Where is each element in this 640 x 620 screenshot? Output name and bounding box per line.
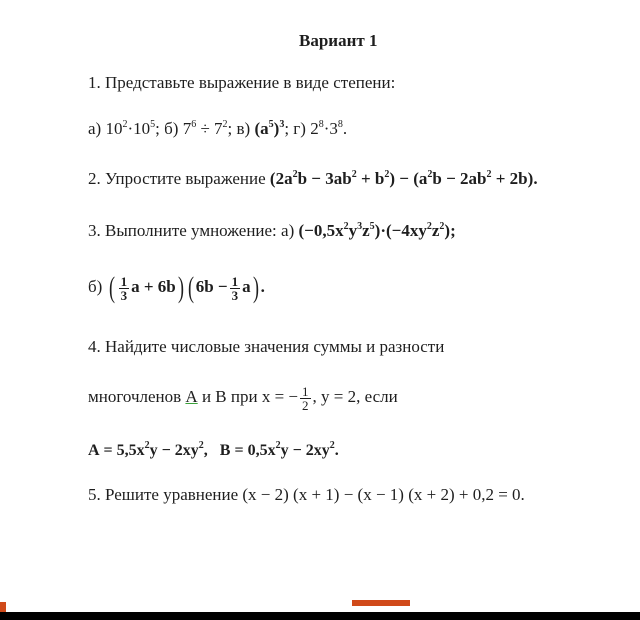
variant-title: Вариант 1 [299, 31, 378, 50]
task-4-heading: 4. Найдите числовые значения суммы и разности [88, 337, 445, 356]
task-1c-expr: $(a^5)^3$ [254, 119, 285, 138]
task-4-a-underlined: А [185, 387, 198, 406]
task-2-expr: $(2a^2b - 3ab^2 + b^2) - (a^2b - 2ab^2 + 2b)$. [269, 169, 538, 188]
bottom-fragment-left [0, 602, 6, 612]
task-4-line2: многочленов А и В при x = − $\frac{1}{2}$ , y = 2, если [88, 383, 398, 413]
bottom-bar [0, 612, 640, 620]
task-1a-label: а) [88, 119, 102, 138]
task-1d-label: г) [293, 119, 306, 138]
task-3a-expr: $(-0,5x^2y^3z^5)\cdot(-4xy^2z^2)$; [298, 221, 456, 240]
bottom-fragment-middle [352, 600, 410, 606]
task-3b-expr: ( $\frac{1}{3}$ a + 6b) ( 6b − $\frac{1}{3}$ a) . [108, 271, 265, 305]
task-1b-expr: $7^6 \div 7^2$ [182, 119, 228, 138]
task-3a [88, 220, 456, 242]
task-1d-expr: $2^8\cdot 3^8$ [310, 119, 343, 138]
task-1-items: а) $10^2\cdot 10^5$; б) $7^6 \div 7^2$; в) $(a^5)^3$; г) $2^8\cdot 3^8$. [88, 119, 348, 138]
task-2 [88, 168, 538, 190]
task-1b-label: б) [164, 119, 179, 138]
task-4-polynomials [88, 440, 339, 462]
task-5: 5. Решите уравнение (x − 2) (x + 1) − (x − 1) (x + 2) + 0,2 = 0. [88, 485, 525, 504]
task-1a-expr: $10^2\cdot 10^5$ [105, 119, 156, 138]
task-2-heading: 2. Упростите выражение [88, 169, 266, 188]
task-3b-label: б) [88, 277, 103, 296]
task-3b [88, 270, 265, 304]
polynomial-a: $А = 5,5x^2y - 2xy^2$, [88, 440, 208, 459]
task-1-heading: 1. Представьте выражение в виде степени: [88, 73, 396, 92]
task-3-heading: 3. Выполните умножение: а) [88, 221, 295, 240]
task-1c-label: в) [236, 119, 251, 138]
polynomial-b: $В = 0,5x^2y - 2xy^2$. [219, 440, 339, 459]
